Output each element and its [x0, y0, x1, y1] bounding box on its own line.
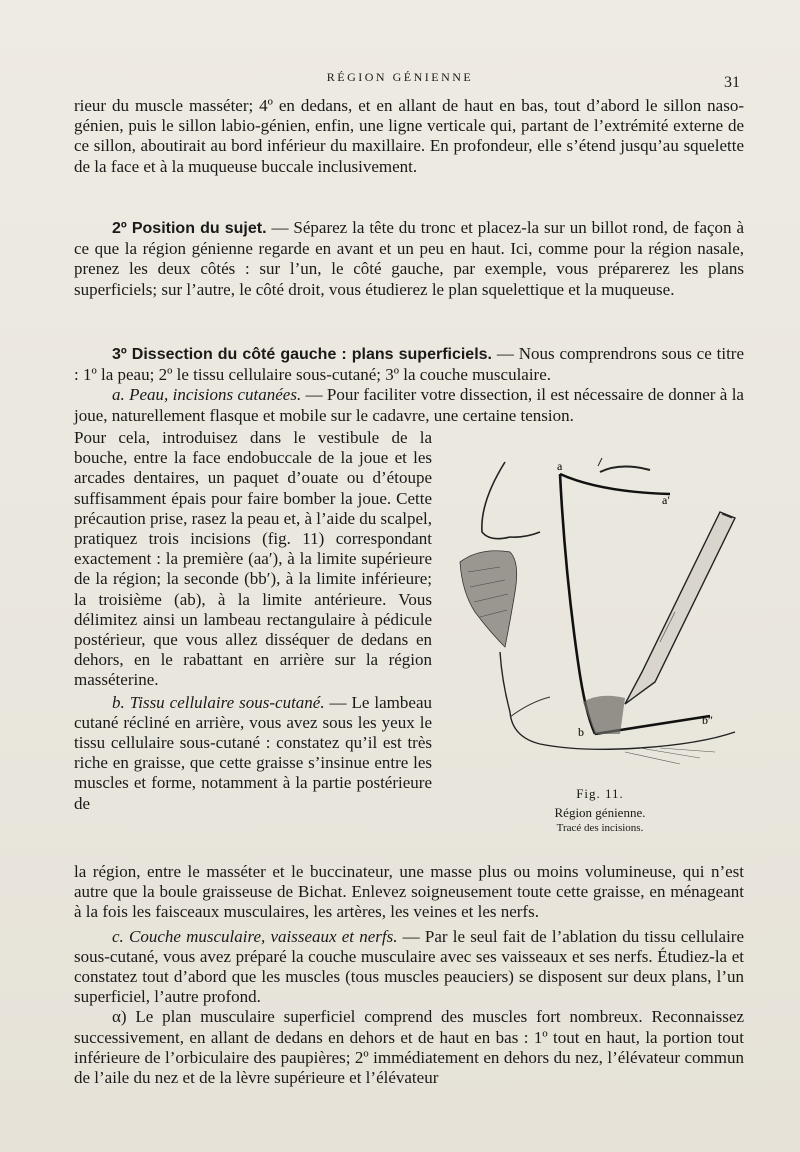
section-text: — Nous comprendrons sous ce titre : 1º la peau; 2º le tissu cellulaire sous-cutané; 3º la couche musculaire. — [74, 344, 744, 385]
bichat-text: la région, entre le masséter et le buccinateur, une masse plus ou moins volumineuse, qui n’est autre que la boule graisseuse de Bichat. Enlevez soigneusement toute cette graisse, en ménageant à la fois les faisceaux musculaires, les artères, les veines et les nerfs. — [74, 862, 744, 922]
paragraph-continuation — [74, 96, 744, 177]
nose-outline — [482, 462, 540, 539]
subsection-heading: a. Peau, incisions cutanées. — [112, 385, 302, 405]
eye-lid — [600, 466, 650, 472]
flap-shading — [583, 696, 625, 734]
label-a: a — [557, 459, 563, 473]
section-dissection — [74, 344, 744, 426]
full-width-continuation — [74, 862, 744, 1088]
section-position — [74, 218, 744, 300]
label-a-prime: a′ — [662, 493, 670, 507]
running-title: RÉGION GÉNIENNE — [326, 70, 474, 84]
label-b: b — [578, 725, 584, 739]
incisions-text: Pour cela, introduisez dans le vestibule de la bouche, entre la face endobuccale de la joue et les arcades dentaires, un paquet d’ouate ou d’étoupe suffisamment épais pour faire bomber la joue. Cette précaution prise, rasez la peau et, à l’aide du scalpel, pratiquez trois incisions (fig. 11) correspondant exactement : la première (aa′), à la limite supérieure de la région; la seconde (bb′), à la limite inférieure; la troisième (ab), à la limite antérieure. Vous délimitez ainsi un lambeau rectangulaire à pédicule postérieur, que vous allez disséquer de dedans en dehors, en le rabattant en arrière sur la région masséterine. — [74, 428, 432, 690]
muscle-plane-text: α) Le plan musculaire superficiel comprend des muscles fort nombreux. Reconnaissez successivement, en allant de dedans en dehors et de haut en bas : 1º tout en haut, la portion tout inférieure de l’orbiculaire des paupières; 2º immédiatement en dehors du nez, l’élévateur commun de l’aile du nez et de la lèvre supérieure et l’élévateur — [74, 1007, 744, 1088]
subsection-text: — Par le seul fait de l’ablation du tissu cellulaire sous-cutané, vous avez préparé la couche musculaire avec ses vaisseaux et ses nerfs. Étudiez-la et constatez tout d’abord que les muscles (tous muscles peauciers) se disposent sur deux plans, l’un superficiel, l’autre profond. — [74, 926, 745, 1007]
subsection-text: — Pour faciliter votre dissection, il est nécessaire de donner à la joue, naturellement flasque et mobile sur le cadavre, une certaine tension. — [74, 385, 744, 425]
figure-illustration — [450, 452, 750, 782]
section-heading: 3º Dissection du côté gauche : plans superficiels. — [112, 346, 492, 363]
section-heading: 2º Position du sujet. — [112, 220, 267, 237]
scalpel — [625, 512, 735, 704]
eye-lash — [598, 458, 602, 466]
incision-upper — [560, 474, 670, 494]
figure-title: Région génienne. — [554, 805, 646, 820]
subsection-heading: b. Tissu cellulaire sous-cutané. — [112, 692, 325, 712]
figure-subtitle: Tracé des incisions. — [556, 822, 644, 834]
subsection-heading: c. Couche musculaire, vaisseaux et nerfs. — [112, 926, 398, 946]
label-b-prime: b″ — [702, 713, 713, 727]
figure-number: Fig. 11. — [576, 786, 624, 801]
subsection-text: — Le lambeau cutané récliné en arrière, vous avez sous les yeux le tissu cellulaire sous-cutané : constatez qu’il est très riche en graisse, que cette graisse s’insinue entre les muscles et forme, notamment à la partie postérieure de — [74, 692, 432, 813]
paragraph-text: rieur du muscle masséter; 4º en dedans, et en allant de haut en bas, tout d’abord le sillon naso-génien, puis le sillon labio-génien, enfin, une ligne verticale qui, partant de l’extrémité externe de ce sillon, aboutirait au bord inférieur du maxillaire. En profondeur, elle s’étend jusqu’au squelette de la face et à la muqueuse buccale inclusivement. — [74, 96, 744, 176]
page-number: 31 — [724, 74, 740, 91]
narrow-column — [74, 428, 432, 814]
section-text: — Séparez la tête du tronc et placez-la sur un billot rond, de façon à ce que la région génienne regarde en avant et un peu en haut. Ici, comme pour la région nasale, prenez les deux côtés : sur l’un, le côté gauche, par exemple, vous préparerez les plans superficiels; sur l’autre, le côté droit, vous étudierez le plan squelettique et la muqueuse. — [74, 218, 745, 299]
incision-anterior — [560, 474, 595, 734]
